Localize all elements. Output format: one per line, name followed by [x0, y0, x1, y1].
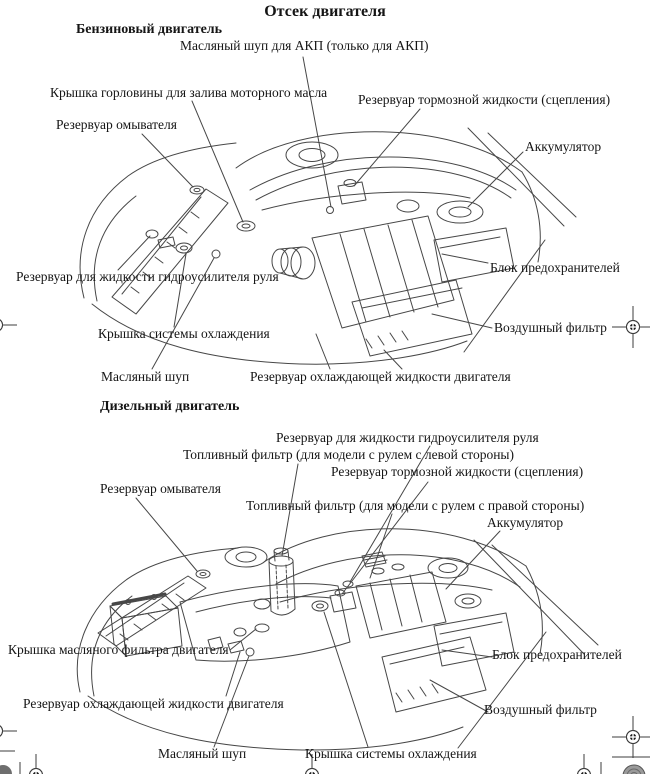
scan-smudge-right: [623, 765, 645, 774]
petrol-label-cooling-cap: Крышка системы охлаждения: [98, 326, 270, 341]
diesel-label-fuel-filter-left: Топливный фильтр (для модели с рулем с левой стороны): [183, 447, 514, 462]
diesel-label-battery: Аккумулятор: [487, 515, 564, 530]
petrol-label-coolant: Резервуар охлаждающей жидкости двигателя: [250, 369, 511, 384]
diesel-section-heading: Дизельный двигатель: [100, 399, 240, 414]
petrol-label-air-filter: Воздушный фильтр: [494, 320, 607, 335]
petrol-label-brake-fluid: Резервуар тормозной жидкости (сцепления): [358, 92, 611, 107]
diesel-label-air-filter: Воздушный фильтр: [484, 702, 597, 717]
petrol-label-power-steering: Резервуар для жидкости гидроусилителя руля: [16, 269, 279, 284]
petrol-label-washer: Резервуар омывателя: [56, 117, 177, 132]
diesel-label-cooling-cap: Крышка системы охлаждения: [305, 746, 477, 761]
petrol-label-fuse-box: Блок предохранителей: [490, 260, 620, 275]
petrol-section-heading: Бензиновый двигатель: [76, 22, 223, 37]
scan-smudge-left: [0, 765, 12, 774]
petrol-label-battery: Аккумулятор: [525, 139, 602, 154]
diesel-label-fuel-filter-right: Топливный фильтр (для модели с рулем с правой стороны): [246, 498, 585, 513]
diesel-label-brake-fluid: Резервуар тормозной жидкости (сцепления): [331, 464, 584, 479]
petrol-label-dipstick: Масляный шуп: [101, 369, 190, 384]
diesel-label-oil-filter-cap: Крышка масляного фильтра двигателя: [8, 642, 229, 657]
petrol-label-akp-dipstick: Масляный шуп для АКП (только для АКП): [180, 38, 429, 53]
diesel-label-washer: Резервуар омывателя: [100, 481, 221, 496]
diesel-label-fuse-box: Блок предохранителей: [492, 647, 622, 662]
diesel-label-power-steering: Резервуар для жидкости гидроусилителя руля: [276, 430, 539, 445]
page-title: Отсек двигателя: [264, 3, 386, 20]
diesel-label-coolant: Резервуар охлаждающей жидкости двигателя: [23, 696, 284, 711]
petrol-label-oil-filler-cap: Крышка горловины для залива моторного масла: [50, 85, 328, 100]
diesel-label-dipstick: Масляный шуп: [158, 746, 247, 761]
